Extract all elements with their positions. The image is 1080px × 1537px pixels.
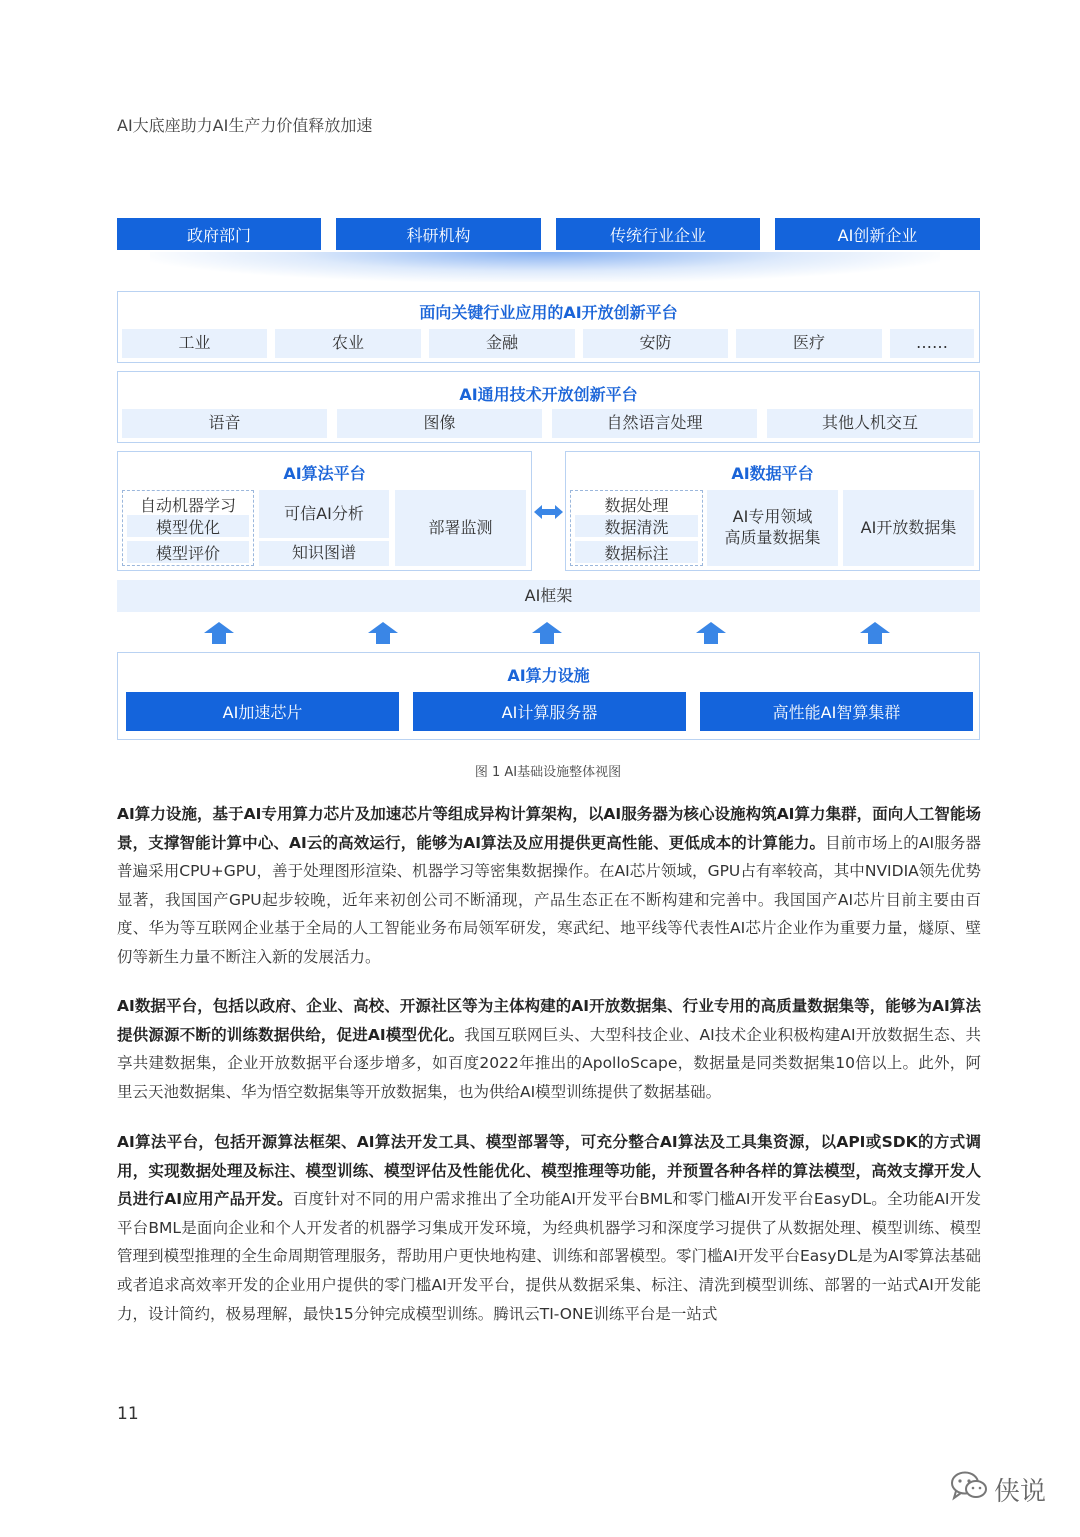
- knowledge-graph: 知识图谱: [259, 541, 389, 566]
- paragraph-lead: AI数据平台，包括以政府、企业、高校、开源社区等为主体构建的AI开放数据集、行业专用的高质量数据集等，能够为AI算法提供源源不断的训练数据供给，促进AI模型优化。: [117, 997, 981, 1044]
- glow-decoration: [150, 252, 940, 282]
- general-platform-panel: [117, 371, 980, 443]
- industry-item: ……: [890, 329, 974, 358]
- watermark: [950, 1470, 1046, 1509]
- paragraph-lead: AI算法平台，包括开源算法框架、AI算法开发工具、模型部署等，可充分整合AI算法及工具集资源，以API或SDK的方式调用，实现数据处理及标注、模型训练、模型评估及性能优化、模型推理等功能，并预置各种各样的算法模型，高效支撑开发人员进行AI应用产品开发。: [117, 1133, 981, 1209]
- algorithm-dashed-group: [122, 490, 254, 566]
- up-arrow-icon: [696, 622, 726, 644]
- algorithm-platform-panel: [117, 451, 532, 571]
- general-item: 语音: [122, 409, 327, 438]
- running-header: AI大底座助力AI生产力价值释放加速: [117, 116, 373, 135]
- stakeholder-box-government: 政府部门: [117, 218, 321, 250]
- algorithm-dashed-item: 模型评价: [127, 541, 249, 563]
- industry-item: 金融: [429, 329, 575, 358]
- industry-item: 医疗: [736, 329, 882, 358]
- general-item: 自然语言处理: [552, 409, 757, 438]
- domain-dataset: [707, 490, 838, 566]
- industry-item: 工业: [122, 329, 267, 358]
- data-dashed-item: 数据清洗: [575, 515, 698, 537]
- watermark-text: 侠说: [994, 1477, 1047, 1507]
- ai-framework-bar: AI框架: [117, 580, 980, 612]
- paragraph-body: 百度针对不同的用户需求推出了全功能AI开发平台BML和零门槛AI开发平台EasyDL。全功能AI开发平台BML是面向企业和个人开发者的机器学习集成开发环境，为经典机器学习和深度学习提供了从数据处理、模型训练、模型管理到模型推理的全生命周期管理服务，帮助用户更快地构建、训练和部署模型。零门槛AI开发平台EasyDL是为AI零算法基础或者追求高效率开发的企业用户提供的零门槛AI开发平台，提供从数据采集、标注、清洗到模型训练、部署的一站式AI开发能力，设计简约，极易理解，最快15分钟完成模型训练。腾讯云TI-ONE训练平台是一站式: [117, 1190, 982, 1323]
- wechat-icon: [950, 1470, 988, 1509]
- figure-caption: 图 1 AI基础设施整体视图: [474, 765, 622, 780]
- domain-dataset-line1: AI专用领域: [732, 507, 813, 527]
- industry-platform-panel: [117, 291, 980, 363]
- deployment-monitoring: 部署监测: [395, 490, 526, 566]
- industry-item: 安防: [583, 329, 728, 358]
- trusted-ai-analysis: 可信AI分析: [259, 490, 389, 538]
- data-dashed-group: [570, 490, 703, 566]
- up-arrow-icon: [860, 622, 890, 644]
- ai-cluster-box: 高性能AI智算集群: [700, 692, 973, 731]
- stakeholder-box-traditional: 传统行业企业: [556, 218, 760, 250]
- general-platform-title: AI通用技术开放创新平台: [459, 385, 638, 404]
- paragraph-data: [117, 992, 981, 1106]
- stakeholder-box-ai-startup: AI创新企业: [775, 218, 980, 250]
- industry-platform-title: 面向关键行业应用的AI开放创新平台: [419, 303, 678, 322]
- ai-server-box: AI计算服务器: [413, 692, 686, 731]
- general-item: 其他人机交互: [767, 409, 973, 438]
- data-platform-title: AI数据平台: [731, 464, 814, 483]
- up-arrow-icon: [532, 622, 562, 644]
- algorithm-platform-title: AI算法平台: [283, 464, 366, 483]
- data-dashed-item: 数据处理: [604, 496, 669, 515]
- double-arrow-icon: [533, 500, 564, 524]
- industry-item: 农业: [275, 329, 421, 358]
- paragraph-compute: [117, 800, 981, 972]
- up-arrow-icon: [204, 622, 234, 644]
- data-dashed-item: 数据标注: [575, 541, 698, 563]
- paragraph-body: 目前市场上的AI服务器普遍采用CPU+GPU，善于处理图形渲染、机器学习等密集数据操作。在AI芯片领域，GPU占有率较高，其中NVIDIA领先优势显著，我国国产GPU起步较晚，近年来初创公司不断涌现，产品生态正在不断构建和完善中。我国国产AI芯片目前主要由百度、华为等互联网企业基于全局的人工智能业务布局领军研发，寒武纪、地平线等代表性AI芯片企业作为重要力量，燧原、壁仞等新生力量不断注入新的发展活力。: [117, 833, 981, 966]
- data-platform-panel: [565, 451, 980, 571]
- ai-accel-chip-box: AI加速芯片: [126, 692, 399, 731]
- stakeholder-box-research: 科研机构: [336, 218, 541, 250]
- paragraph-lead: AI算力设施，基于AI专用算力芯片及加速芯片等组成异构计算架构，以AI服务器为核心设施构筑AI算力集群，面向人工智能场景，支撑智能计算中心、AI云的高效运行，能够为AI算法及应用提供更高性能、更低成本的计算能力。: [117, 805, 981, 852]
- domain-dataset-line2: 高质量数据集: [724, 528, 821, 547]
- open-dataset: AI开放数据集: [843, 490, 974, 566]
- compute-title: AI算力设施: [507, 666, 590, 685]
- algorithm-dashed-item: 模型优化: [127, 515, 249, 537]
- up-arrow-icon: [368, 622, 398, 644]
- page-number: 11: [117, 1404, 139, 1424]
- paragraph-algorithm: [117, 1128, 981, 1328]
- paragraph-body: 我国互联网巨头、大型科技企业、AI技术企业积极构建AI开放数据生态、共享共建数据集，企业开放数据平台逐步增多，如百度2022年推出的ApolloScape，数据量是同类数据集10倍以上。此外，阿里云天池数据集、华为悟空数据集等开放数据集，也为供给AI模型训练提供了数据基础。: [117, 1025, 982, 1101]
- algorithm-dashed-item: 自动机器学习: [139, 496, 236, 515]
- general-item: 图像: [337, 409, 542, 438]
